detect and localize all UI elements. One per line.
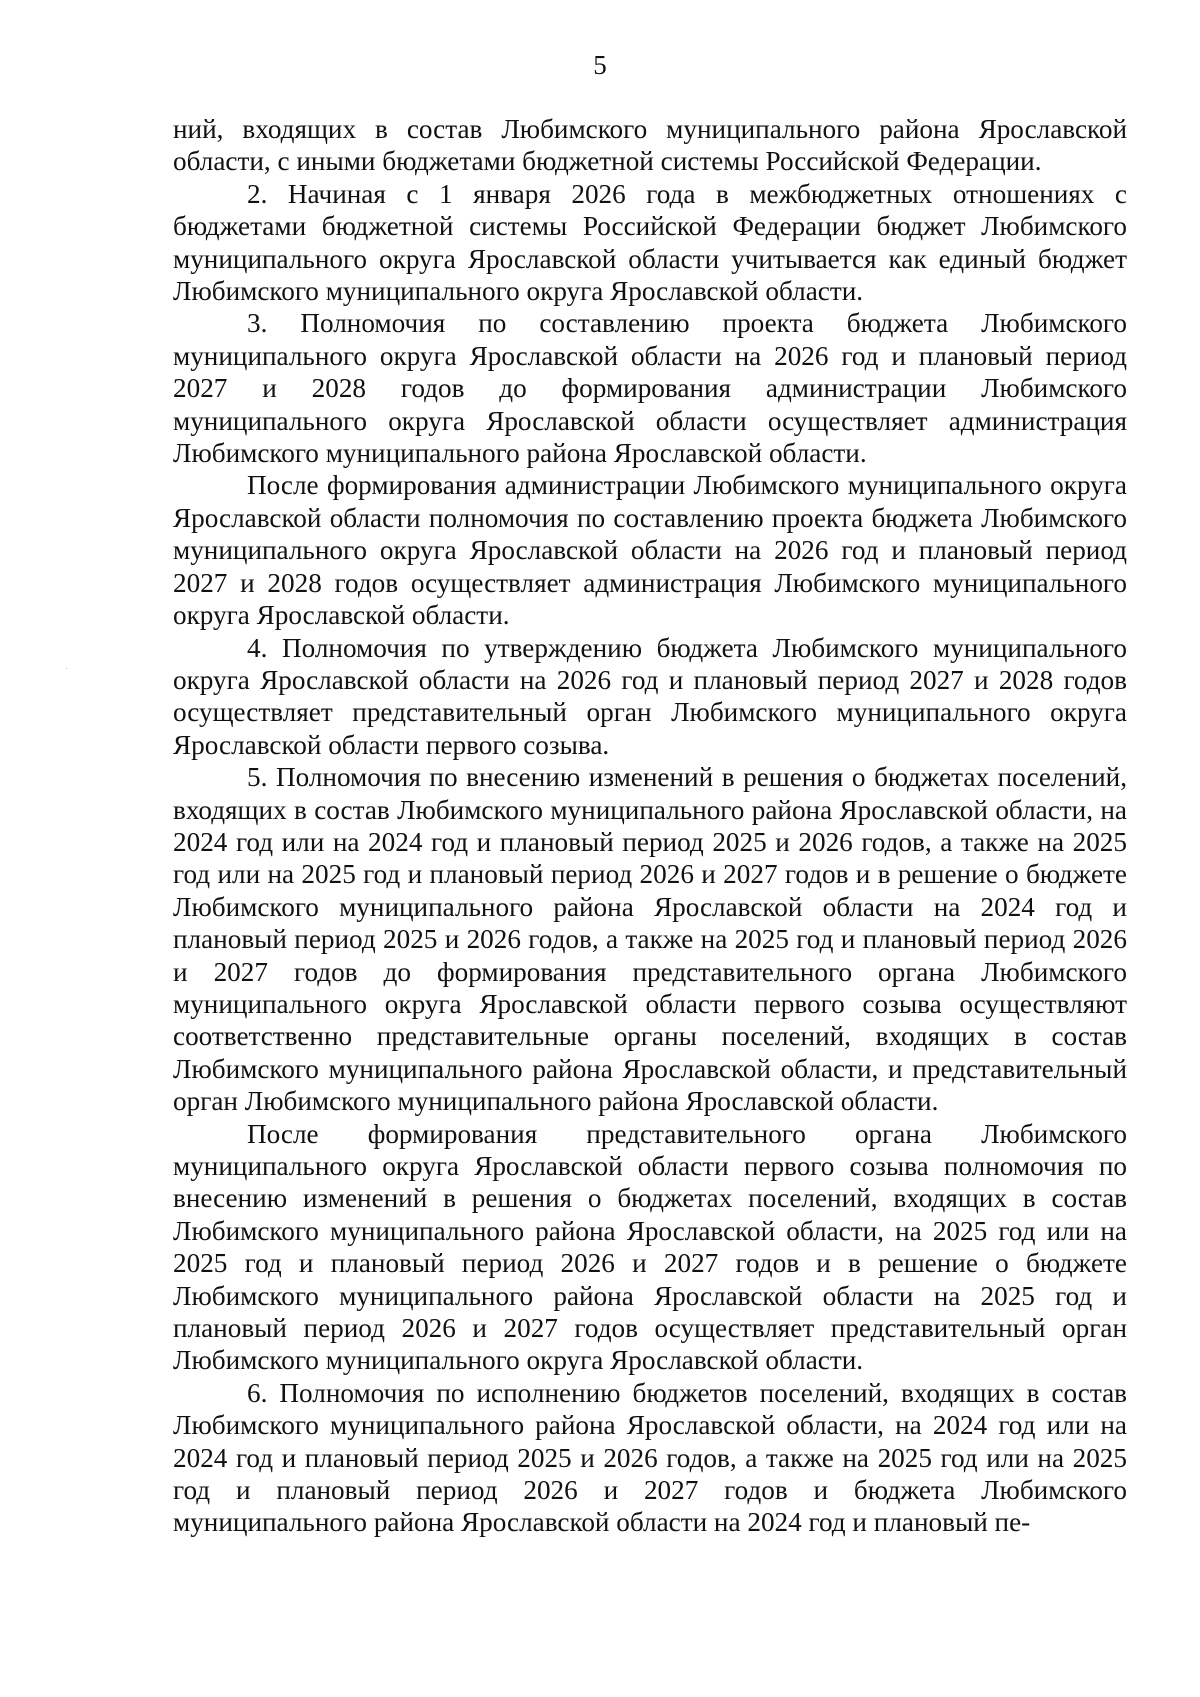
paragraph-item-5-after-formation: После формирования представительного органа Любимского муниципального округа Ярославской области первого созыва полномочия по внесению изменений в решения о бюджетах поселений, входящих в состав Любимского муниципального района Ярославской области, на 2025 год или на 2025 год и плановый период 2026 и 2027 годов и в решение о бюджете Любимского муниципального района Ярославской области на 2025 год и плановый период 2026 и 2027 годов осуществляет представительный орган Любимского муниципального округа Ярославской области.: [173, 1118, 1127, 1376]
paragraph-item-2: 2. Начиная с 1 января 2026 года в межбюджетных отношениях с бюджетами бюджетной системы Российской Федерации бюджет Любимского муниципального округа Ярославской области учитывается как единый бюджет Любимского муниципального округа Ярославской области.: [173, 178, 1127, 307]
paragraph-item-3: 3. Полномочия по составлению проекта бюджета Любимского муниципального округа Ярославской области на 2026 год и плановый период 2027 и 2028 годов до формирования администрации Любимского муниципального округа Ярославской области осуществляет администрация Любимского муниципального района Ярославской области.: [173, 308, 1127, 469]
document-body: [173, 113, 1127, 1539]
paragraph-continuation: ний, входящих в состав Любимского муниципального района Ярославской области, с иными бюджетами бюджетной системы Российской Федерации.: [173, 114, 1127, 177]
paragraph-item-4: 4. Полномочия по утверждению бюджета Любимского муниципального округа Ярославской области на 2026 год и плановый период 2027 и 2028 годов осуществляет представительный орган Любимского муниципального округа Ярославской области первого созыва.: [173, 632, 1127, 760]
page-number: 5: [593, 50, 607, 80]
paragraph-item-3-after-formation: После формирования администрации Любимского муниципального округа Ярославской области полномочия по составлению проекта бюджета Любимского муниципального округа Ярославской области на 2026 год и плановый период 2027 и 2028 годов осуществляет администрация Любимского муниципального округа Ярославской области.: [173, 470, 1127, 631]
paragraph-item-6: 6. Полномочия по исполнению бюджетов поселений, входящих в состав Любимского муниципального района Ярославской области, на 2024 год или на 2024 год и плановый период 2025 и 2026 годов, а также на 2025 год или на 2025 год и плановый период 2026 и 2027 годов и бюджета Любимского муниципального района Ярославской области на 2024 год и плановый пе-: [173, 1377, 1127, 1538]
scan-speck: [66, 668, 67, 669]
paragraph-item-5: 5. Полномочия по внесению изменений в решения о бюджетах поселений, входящих в состав Любимского муниципального района Ярославской области, на 2024 год или на 2024 год и плановый период 2025 и 2026 годов, а также на 2025 год или на 2025 год и плановый период 2026 и 2027 годов и в решение о бюджете Любимского муниципального района Ярославской области на 2024 год и плановый период 2025 и 2026 годов, а также на 2025 год и плановый период 2026 и 2027 годов до формирования представительного органа Любимского муниципального округа Ярославской области первого созыва осуществляют соответственно представительные органы поселений, входящих в состав Любимского муниципального района Ярославской области, и представительный орган Любимского муниципального района Ярославской области.: [173, 762, 1127, 1117]
